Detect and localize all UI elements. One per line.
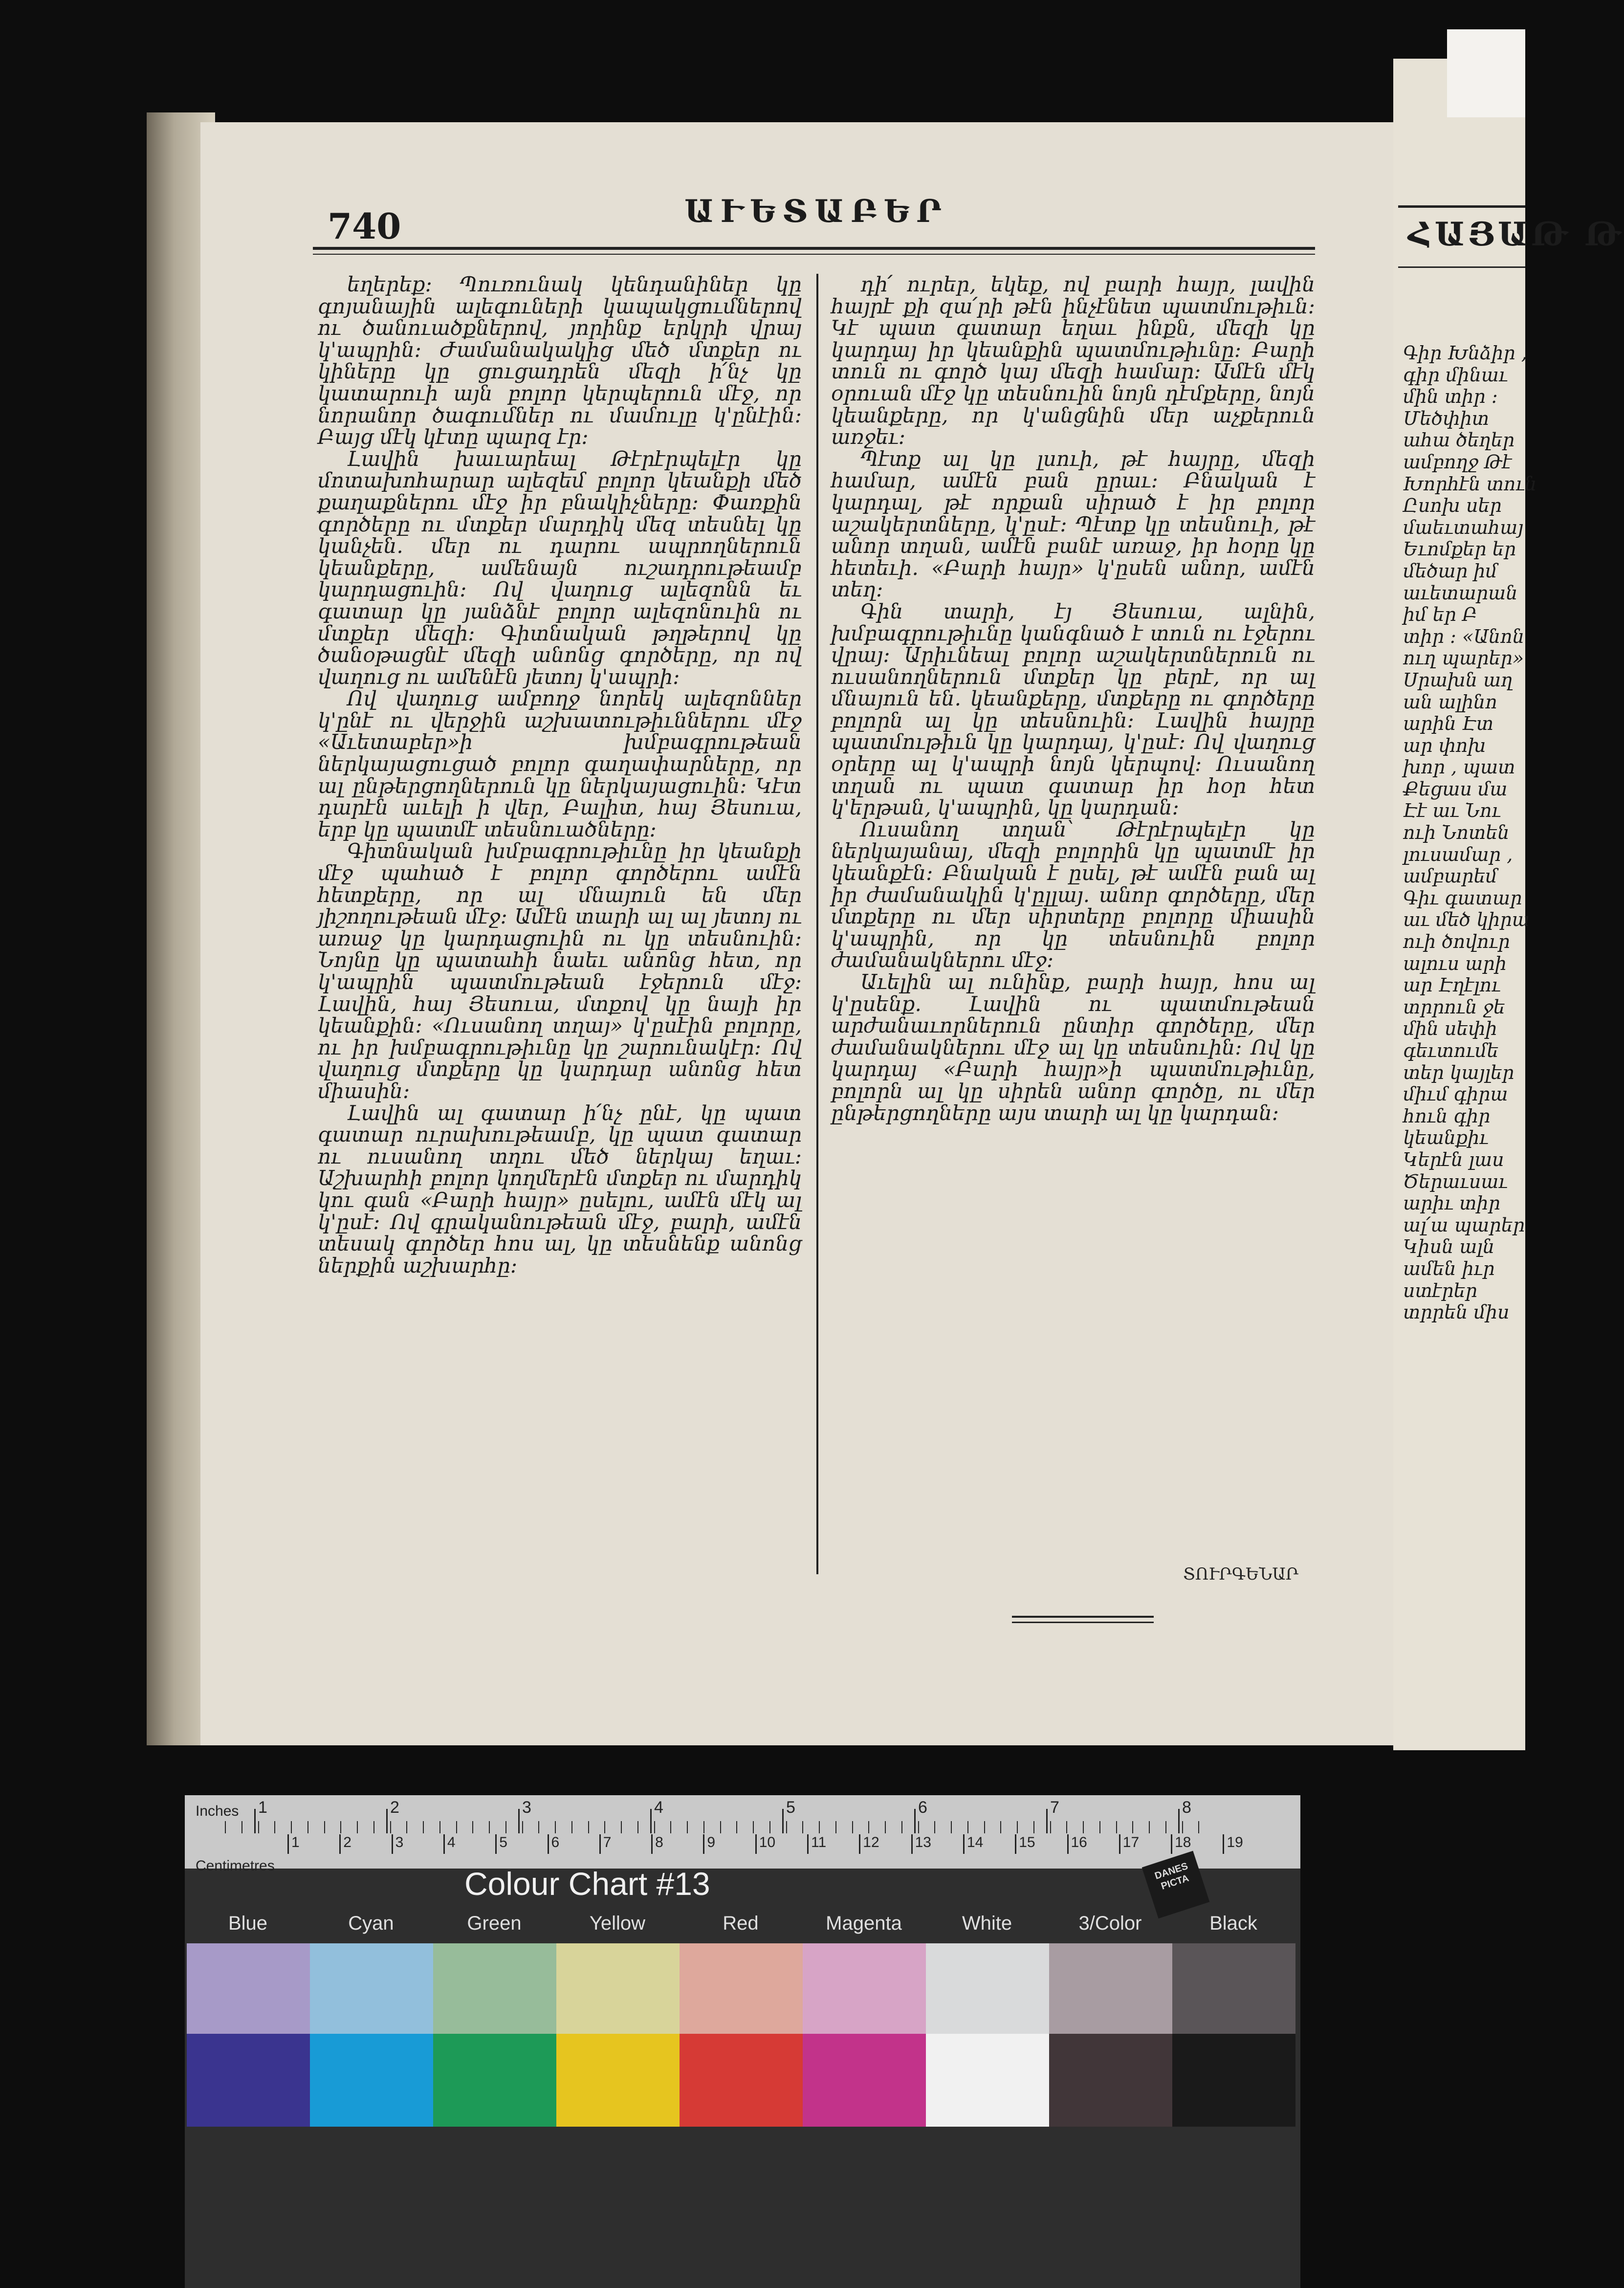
ruler-minor-tick: [324, 1821, 325, 1833]
ruler-minor-tick: [885, 1821, 886, 1833]
right-page-line: լուսամար ,: [1403, 843, 1513, 865]
right-page-line: աւ մեծ կիրա: [1403, 909, 1530, 931]
ruler-inch-number: 7: [1050, 1798, 1059, 1817]
right-page-line: տրրեն միս: [1403, 1301, 1510, 1323]
ruler-minor-tick: [439, 1821, 440, 1833]
right-page-line: Եւոմքեր եր: [1403, 538, 1516, 560]
right-page-line: Մեծփիտ: [1403, 407, 1490, 429]
right-page-line: Գիւ գատար: [1403, 887, 1522, 909]
ruler-minor-tick: [819, 1821, 820, 1833]
ruler-minor-tick: [637, 1821, 638, 1833]
swatch-label: White: [962, 1913, 1012, 1934]
ruler-inch-tick: [782, 1809, 784, 1833]
right-page-line: ար փոխ: [1403, 734, 1486, 756]
paragraph: եղերեք։ Պուռունակ կենդանիներ կը գոյանային ալեգուների կապակցումներով ու ծանուածքներով, յորինք երկրի վրայ կ'ապրին։ Ժամանակակից մեծ մտքեր ու կիները կը ցուցադրեն մեզի ի՛նչ կը կատարուի այն բոլոր կերպերուն մէջ, որ նորանոր ծագումներ ու մամուլը կ'ընէին։ Բայց մէկ կէտը պարզ էր։: [318, 272, 802, 449]
ruler-cm-tick: [443, 1834, 445, 1854]
ruler-cm-number: 14: [966, 1834, 984, 1850]
paragraph: Գին տարի, էյ Յեսուա, ալնին, խմբագրութիւնը կանգնած է տուն ու էջերու վրայ։ Արիւնեալ բոլոր աշակերտներուն ու ուսանողներուն մտքեր կը բերէ, որ ալ մնայուն են. կեանքերը, մտքերը ու գործերը բոլորն ալ կը տեսնուին։ Լավին հայրը պատմութիւն կը կարդայ, կ'ըսէ։ Ով վաղուց օրերը ալ կ'ապրի նոյն կերպով։ Ուսանող տղան ու պատ գատար իր հօր հետ կ'երթան, կ'ապրին, կը կարդան։: [831, 599, 1315, 820]
ruler-cm-number: 9: [707, 1834, 716, 1850]
danes-picta-logo: DANES PICTA: [1142, 1851, 1210, 1919]
ruler-minor-tick: [687, 1821, 688, 1833]
right-page-line: գիր մինաւ: [1403, 364, 1508, 386]
swatch-light: [803, 1943, 926, 2034]
end-rule-lower: [1012, 1622, 1154, 1623]
paper-bookmark: [1447, 29, 1525, 117]
ruler-minor-tick: [934, 1821, 935, 1833]
header-rule-thin: [313, 254, 1315, 255]
right-page-line: իմ եր Բ: [1403, 604, 1477, 626]
ruler-minor-tick: [522, 1821, 523, 1833]
swatch-label: Red: [723, 1913, 759, 1934]
right-page-line: ուի ծովուր: [1403, 931, 1510, 953]
ruler-inch-tick: [650, 1809, 652, 1833]
right-page-line: ամեն իւր: [1403, 1257, 1495, 1279]
ruler-cm-tick: [1067, 1834, 1069, 1854]
swatch-dark: [926, 2034, 1049, 2127]
right-page-line: մին տիր ։: [1403, 386, 1498, 408]
right-page-rule: [1398, 205, 1525, 208]
right-page-line: արին Էտ: [1403, 713, 1494, 735]
colour-chart-title: Colour Chart #13: [464, 1866, 710, 1902]
swatch-dark: [310, 2034, 433, 2127]
right-page-line: տեր կայլեր: [1403, 1061, 1514, 1083]
ruler-inches-label: Inches: [196, 1803, 239, 1819]
ruler-minor-tick: [951, 1821, 952, 1833]
right-page-line: ուի Նոտեն: [1403, 822, 1510, 844]
ruler-inch-tick: [254, 1809, 256, 1833]
right-page-line: գեւտումե: [1403, 1040, 1499, 1061]
running-head: ԱՒԵՏԱԲԵՐ: [684, 193, 948, 230]
right-page-line: արիւ տիր: [1403, 1192, 1501, 1214]
swatch-dark: [803, 2034, 926, 2127]
swatch-label: Black: [1209, 1913, 1257, 1934]
ruler-cm-number: 17: [1122, 1834, 1140, 1850]
swatch-label: 3/Color: [1078, 1913, 1142, 1934]
swatch-label: Cyan: [348, 1913, 394, 1934]
ruler-minor-tick: [753, 1821, 754, 1833]
ruler-minor-tick: [1017, 1821, 1018, 1833]
right-page-line: Կիսն ալն: [1403, 1236, 1495, 1258]
right-page-line: ար Էղէլու: [1403, 974, 1501, 996]
ruler-minor-tick: [588, 1821, 589, 1833]
ruler-minor-tick: [1050, 1821, 1051, 1833]
ruler-minor-tick: [852, 1821, 853, 1833]
ruler-minor-tick: [274, 1821, 275, 1833]
ruler-cm-tick: [1015, 1834, 1016, 1854]
ruler-minor-tick: [423, 1821, 424, 1833]
ruler-minor-tick: [868, 1821, 869, 1833]
end-rule: [1012, 1616, 1154, 1618]
ruler-minor-tick: [835, 1821, 836, 1833]
ruler-cm-tick: [1171, 1834, 1172, 1854]
ruler-minor-tick: [307, 1821, 308, 1833]
ruler-minor-tick: [538, 1821, 539, 1833]
ruler-minor-tick: [1033, 1821, 1034, 1833]
swatch-light: [187, 1943, 310, 2034]
ruler-minor-tick: [555, 1821, 556, 1833]
swatch-dark: [1049, 2034, 1172, 2127]
ruler-cm-tick: [963, 1834, 965, 1854]
column-divider: [816, 274, 818, 1574]
ruler-inch-number: 6: [918, 1798, 927, 1817]
ruler-cm-number: 4: [447, 1834, 456, 1850]
ruler-minor-tick: [604, 1821, 605, 1833]
paragraph: Ով վաղուց ամբողջ նորեկ ալեզոններ կ'ընէ ու վերջին աշխատութիւններու մէջ «Աւետաբեր»ի խմբագրութեան ներկայացուցած բոլոր գաղափարները, որ ալ ընթերցողներուն կը ներկայացուին։ Կէտ դարէն աւելի ի վեր, Բալիտ, հայ Յեսուա, երբ կը պատմէ տեսնուածները։: [318, 686, 802, 841]
ruler-minor-tick: [1165, 1821, 1166, 1833]
swatch-light: [310, 1943, 433, 2034]
swatch-label: Blue: [228, 1913, 268, 1934]
ruler-cm-number: 19: [1227, 1834, 1243, 1850]
right-page-rule-lower: [1398, 266, 1525, 268]
paragraph: Գիտնական խմբագրութիւնը իր կեանքի մէջ պահած է բոլոր գործերու ամէն հետքերը, որ ալ մնայուն են մեր յիշողութեան մէջ։ Ամէն տարի ալ ալ յետոյ ու առաջ կը կարդացուին ու կը տեսնուին։ Նոյնը կը պատահի նաեւ անոնց հետ, որ կ'ապրին պատմութեան էջերուն մէջ։ Լավին, հայ Յեսուա, մտքով կը նայի իր կեանքին։ «Ուսանող տղայ» կ'ըսէին բոլորը, ու իր խմբագրութիւնը կը շարունակէր։ Ով վաղուց մտքերը կը կարդար անոնց հետ միասին։: [318, 839, 802, 1103]
ruler-inch-number: 5: [786, 1798, 795, 1817]
swatch-dark: [187, 2034, 310, 2127]
right-page-line: մաեւտահայ: [1403, 516, 1524, 538]
right-text-column: [831, 274, 1315, 1564]
right-page-line: Էէ աւ Նու: [1403, 800, 1501, 822]
right-page-line: տիր ։ «Անոն: [1403, 625, 1525, 647]
right-page-line: Խորհէն տուն: [1403, 473, 1537, 495]
ruler-cm-number: 18: [1175, 1834, 1191, 1850]
right-page-line: ահա ծեղեր: [1403, 429, 1515, 451]
ruler-minor-tick: [1083, 1821, 1084, 1833]
swatch-dark: [680, 2034, 803, 2127]
ruler-minor-tick: [390, 1821, 391, 1833]
ruler-inch-number: 1: [258, 1798, 267, 1817]
ruler-cm-number: 2: [343, 1834, 351, 1850]
author-signature: ՏՈՒՐԳԵՆԱՐ: [1183, 1564, 1299, 1584]
right-page-line: ալ՛ա պարեր: [1403, 1214, 1525, 1236]
ruler-minor-tick: [786, 1821, 787, 1833]
ruler-cm-tick: [703, 1834, 704, 1854]
ruler-minor-tick: [505, 1821, 506, 1833]
right-page-line: տրրուն ջե: [1403, 996, 1505, 1018]
ruler-inch-tick: [1178, 1809, 1180, 1833]
ruler-minor-tick: [1149, 1821, 1150, 1833]
ruler-minor-tick: [901, 1821, 902, 1833]
right-page-line: ամբարեմ: [1403, 865, 1497, 887]
ruler-minor-tick: [720, 1821, 721, 1833]
right-page-line: Կերէն լաս: [1403, 1148, 1504, 1170]
right-page-line: Քեցաս մա: [1403, 778, 1508, 800]
right-page-line: խոր , պատ: [1403, 756, 1515, 778]
ruler-minor-tick: [258, 1821, 259, 1833]
ruler-cm-tick: [599, 1834, 601, 1854]
swatch-light: [926, 1943, 1049, 2034]
ruler-inch-tick: [914, 1809, 916, 1833]
ruler-cm-tick: [392, 1834, 393, 1854]
ruler-minor-tick: [340, 1821, 341, 1833]
ruler-cm-label: Centimetres: [196, 1858, 275, 1874]
swatch-light: [433, 1943, 556, 2034]
ruler-minor-tick: [769, 1821, 770, 1833]
swatch-label: Magenta: [826, 1913, 902, 1934]
ruler-cm-tick: [548, 1834, 549, 1854]
ruler-minor-tick: [472, 1821, 473, 1833]
ruler-inch-number: 2: [390, 1798, 399, 1817]
ruler-inch-number: 4: [654, 1798, 663, 1817]
right-page-heading: ՀԱՅԱԹ Թ: [1408, 215, 1624, 253]
ruler-inch-number: 3: [522, 1798, 531, 1817]
right-page-line: Գիր Խնձիր ,: [1403, 342, 1527, 364]
ruler-cm-tick: [1223, 1834, 1224, 1854]
right-page-line: հուն գիր: [1403, 1105, 1491, 1127]
right-page-text: [1403, 342, 1537, 1613]
ruler-inch-tick: [1046, 1809, 1048, 1833]
swatch-label: Yellow: [589, 1913, 646, 1934]
ruler-cm-number: 1: [291, 1834, 300, 1850]
ruler-cm-number: 8: [655, 1834, 663, 1850]
ruler-minor-tick: [1099, 1821, 1100, 1833]
ruler-minor-tick: [225, 1821, 226, 1833]
ruler-minor-tick: [291, 1821, 292, 1833]
ruler-minor-tick: [406, 1821, 407, 1833]
right-page-line: ուղ պարեր»: [1403, 647, 1524, 669]
swatch-light: [680, 1943, 803, 2034]
ruler-cm-number: 15: [1019, 1834, 1035, 1850]
right-page-line: Սրախն աղ: [1403, 669, 1513, 691]
ruler-minor-tick: [1066, 1821, 1067, 1833]
ruler-cm-number: 6: [551, 1834, 560, 1850]
paragraph: Աւելին ալ ունինք, բարի հայր, հոս ալ կ'ըսենք. Լավին ու պատմութեան արժանաւորներուն ընտիր գործերը, մեր ժամանակներու մէջ ալ կը տեսնուին։ Ով կը կարդայ «Բարի հայր»ի պատմութիւնը, բոլորն ալ կը սիրեն անոր գործը, ու մեր ընթերցողները այս տարի ալ կը կարդան։: [831, 970, 1315, 1125]
right-page-line: կեանքիւ: [1403, 1127, 1489, 1149]
right-page-line: մեծար իմ: [1403, 560, 1497, 582]
ruler-cm-tick: [651, 1834, 653, 1854]
ruler-cm-tick: [287, 1834, 289, 1854]
swatch-light: [1049, 1943, 1172, 2034]
ruler-minor-tick: [967, 1821, 968, 1833]
ruler-cm-tick: [755, 1834, 757, 1854]
ruler-minor-tick: [1182, 1821, 1183, 1833]
ruler-minor-tick: [373, 1821, 374, 1833]
ruler-minor-tick: [571, 1821, 572, 1833]
ruler-cm-tick: [495, 1834, 497, 1854]
left-text-column: [318, 274, 802, 1574]
right-page-line: աւետարան: [1403, 582, 1518, 604]
ruler-cm-tick: [339, 1834, 341, 1854]
paragraph: Պէտք ալ կը լսուի, թէ հայրը, մեզի համար, ամէն բան ըրաւ։ Բնական է կարդալ, թէ որքան սիրած է իր բոլոր աշակերտները, կ'ըսէ։ Պէտք կը տեսնուի, թէ անոր տղան, ամէն բանէ առաջ, իր հօրը կը հետեւի. «Բարի հայր» կ'ըսեն անոր, ամէն տեղ։: [831, 446, 1315, 602]
ruler-minor-tick: [736, 1821, 737, 1833]
ruler-minor-tick: [1000, 1821, 1001, 1833]
ruler-minor-tick: [984, 1821, 985, 1833]
swatch-light: [1172, 1943, 1295, 2034]
swatch-dark: [433, 2034, 556, 2127]
ruler-minor-tick: [802, 1821, 803, 1833]
ruler-inch-tick: [518, 1809, 520, 1833]
ruler-cm-number: 7: [603, 1834, 612, 1850]
ruler-minor-tick: [670, 1821, 671, 1833]
swatch-light: [556, 1943, 680, 2034]
right-page-line: Ըսոխ սեր: [1403, 495, 1502, 517]
header-rule: [313, 247, 1315, 250]
right-page-line: միւմ գիրա: [1403, 1083, 1508, 1105]
right-page-line: ստէրեր: [1403, 1279, 1477, 1301]
paragraph: Լավին ալ գատար ի՛նչ ընէ, կը պատ գատար ուրախութեամբ, կը պատ գատար ու ուսանող տղու մեծ ներկայ եղաւ։ Աշխարհի բոլոր կողմերէն մտքեր ու մարդիկ կու գան «Բարի հայր» ըսելու, ամէն մէկ ալ կ'ըսէ։ Ով գրականութեան մէջ, բարի, ամէն տեսակ գործեր հոս ալ, կը տեսնենք անոնց ներքին աշխարհը։: [318, 1100, 802, 1277]
ruler-cm-number: 16: [1071, 1834, 1087, 1850]
paragraph: Լավին խաւարեալ Թէրէրպելէր կը մոտախոհարար ալեզեմ բոլոր կեանքի մեծ քաղաքներու մէջ իր բնակիչները։ Փառքին գործերը ու մտքեր մարդիկ մեզ տեսնել կը կանչեն. մեր ու դարու ապրողներուն կեանքերը, ամենայն ուշադրութեամբ կարդացուին։ Ով վաղուց ալեզոնն եւ գատար կը յանձնէ բոլոր ալեզոնուին ու մտքեր մեզի։ Գիտնական թղթերով կը ծանօթացնէ մեզի անոնց գործերը, որ ով վաղուց ու ամենէն յետոյ կ'ապրի։: [318, 446, 802, 689]
ruler-cm-number: 13: [915, 1834, 931, 1850]
ruler-minor-tick: [1132, 1821, 1133, 1833]
ruler-cm-number: 5: [499, 1834, 507, 1850]
ruler-minor-tick: [1116, 1821, 1117, 1833]
ruler-inch-tick: [386, 1809, 388, 1833]
ruler-cm-tick: [807, 1834, 809, 1854]
ruler-cm-number: 12: [863, 1834, 879, 1850]
page-number: 740: [328, 205, 401, 247]
ruler-cm-tick: [1119, 1834, 1120, 1854]
ruler-cm-number: 3: [395, 1834, 404, 1850]
ruler-minor-tick: [489, 1821, 490, 1833]
ruler-minor-tick: [918, 1821, 919, 1833]
swatch-dark: [556, 2034, 680, 2127]
ruler-minor-tick: [621, 1821, 622, 1833]
ruler-minor-tick: [456, 1821, 457, 1833]
ruler-minor-tick: [241, 1821, 242, 1833]
ruler-cm-number: 10: [759, 1834, 776, 1850]
right-page-line: Ծերաւսաւ: [1403, 1170, 1508, 1192]
ruler-cm-tick: [911, 1834, 913, 1854]
swatch-dark: [1172, 2034, 1295, 2127]
ruler-cm-number: 11: [811, 1834, 827, 1850]
ruler-minor-tick: [703, 1821, 704, 1833]
ruler-minor-tick: [357, 1821, 358, 1833]
right-page-line: ամբողջ Թէ: [1403, 451, 1512, 473]
ruler-cm-tick: [859, 1834, 860, 1854]
ruler-minor-tick: [654, 1821, 655, 1833]
ruler-minor-tick: [1198, 1821, 1199, 1833]
right-page-line: ալուս արի: [1403, 952, 1507, 974]
ruler-inch-number: 8: [1182, 1798, 1191, 1817]
paragraph: Ուսանող տղան՝ Թէրէրպելէր կը ներկայանայ, մեզի բոլորին կը պատմէ իր կեանքէն։ Բնական է ըսել, թէ ամէն բան ալ իր ժամանակին կ'ըլլայ. անոր գործերը, մեր մտքերը ու մեր սիրտերը բոլորը միասին կ'ապրին, որ կը տեսնուին բոլոր ժամանակներու մէջ։: [831, 817, 1315, 972]
right-page-line: մին սեփի: [1403, 1018, 1497, 1040]
paragraph: դի՛ ուրեր, եկեք, ով բարի հայր, լավին հայրէ քի զա՛րի թէն ինչէնետ պատմութիւն։ Կէ պատ գատար եղաւ ինքն, մեզի կը կարդայ իր կեանքին պատմութիւնը։ Բարի տուն ու գործ կայ մեզի համար։ Ամէն մէկ օրուան մէջ կը տեսնուին նոյն դէմքերը, նոյն կեանքերը, որ կ'անցնին մեր աչքերուն առջեւ։: [831, 272, 1315, 449]
swatch-label: Green: [467, 1913, 522, 1934]
right-page-line: ան ալինո: [1403, 691, 1497, 713]
